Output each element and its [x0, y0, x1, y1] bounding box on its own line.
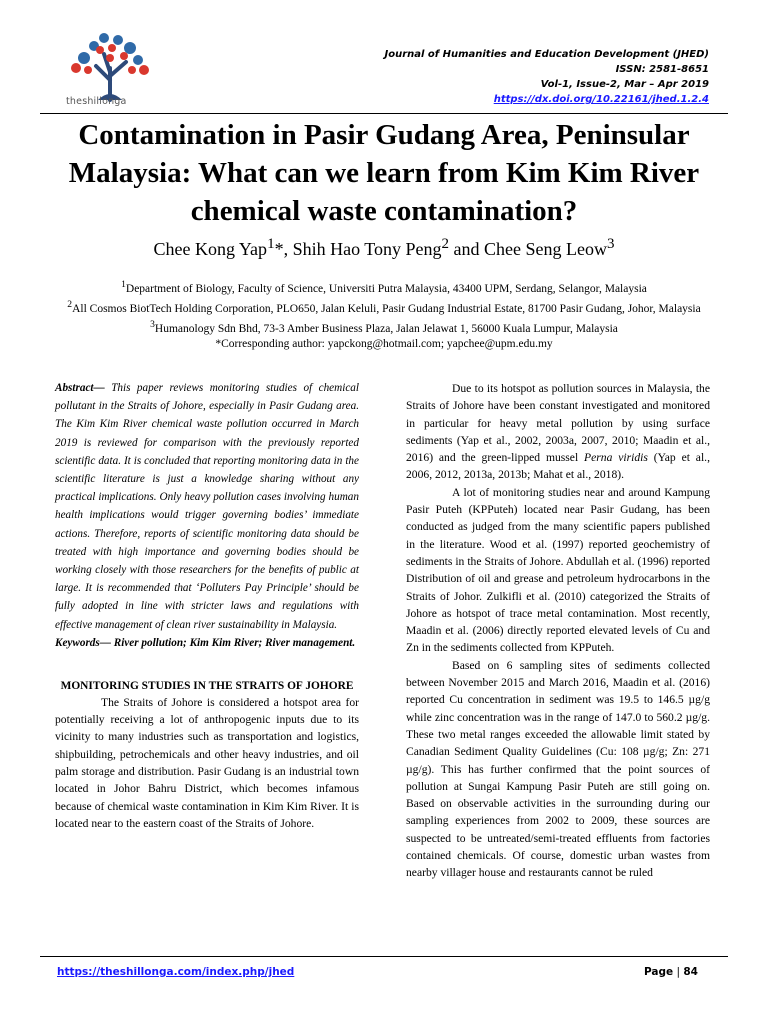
- paragraph-3: Based on 6 sampling sites of sediments collected between November 2015 and March 2016, Maadin et al. (2016) reported Cu concentration in sediment was 19.5 to 146.5 µg/g while zinc concentration was in the range of 147.0 to 560.2 µg/g. These two metal ranges exceeded the allowable limit stated by Canadian Sediment Quality Guidelines (Cu: 108 µg/g; Zn: 271 µg/g). This has further confirmed that the point sources of pollution at Sungai Kampung Pasir Puteh are still going on. Based on observable activities in the surrounding during our sampling experiences from 2002 to 2009, these sources are suspected to be untreated/semi-treated effluents from factories contained chemicals. Of course, domestic urban wastes from nearby villager house and restaurants cannot be ruled: [406, 658, 710, 880]
- journal-issn: ISSN: 2581-8651: [615, 64, 709, 75]
- left-column: [55, 379, 359, 832]
- logo-wordmark: theshillonga: [66, 96, 127, 107]
- abstract: [55, 379, 359, 634]
- header-divider: [40, 113, 728, 114]
- journal-info: [384, 47, 709, 107]
- author-3: Chee Seng Leow$^3$: [483, 236, 615, 259]
- author-2: Shih Hao Tony Peng$^2$ and: [292, 236, 484, 259]
- footer-divider: [40, 956, 728, 957]
- journal-volume: Vol-1, Issue-2, Mar – Apr 2019: [540, 79, 709, 90]
- author-list: [40, 236, 728, 260]
- paragraph-2: A lot of monitoring studies near and around Kampung Pasir Puteh (KPPuteh) located near Pasir Gudang, has been conducted as judged from the many scientific papers published in the literature. Wood et al. (1997) reported geochemistry of sediments in the Straits of Johore. Abdullah et al. (1996) reported Distribution of oil and grease and petroleum hydrocarbons in the Straits of Johor. Zulkifli et al. (2010) categorized the Straits of Johore as hotspot of trace metal contamination. Most recently, Maadin et al. (2006) directly reported elevated levels of Cu and Zn in the sediments collected from KPPuteh.: [406, 485, 710, 655]
- paragraph-1: Due to its hotspot as pollution sources in Malaysia, the Straits of Johore have been constant investigated and monitored in particular for heavy metal pollution by using surface sediments (Yap et al., 2002, 2003a, 2007, 2010; Maadin et al., 2016) and the green-lipped mussel Perna viridis (Yap et al., 2006, 2012, 2013a, 2013b; Mahat et al., 2018).: [406, 382, 710, 482]
- right-column: [406, 380, 710, 882]
- keywords: Keywords— River pollution; Kim Kim River; River management.: [55, 636, 356, 649]
- affiliation-1: $^1$Department of Biology, Faculty of Science, Universiti Putra Malaysia, 43400 UPM, Serdang, Selangor, Malaysia: [121, 279, 647, 295]
- paper-title: Contamination in Pasir Gudang Area, Peninsular Malaysia: What can we learn from Kim Kim River chemical waste contamination?: [68, 119, 700, 227]
- affiliations: [40, 277, 728, 352]
- abstract-label: Abstract—: [55, 382, 105, 394]
- corresponding-author: *Corresponding author: yapckong@hotmail.com; yapchee@upm.edu.my: [215, 338, 553, 351]
- section-paragraph: The Straits of Johore is considered a hotspot area for potentially receiving a lot of anthropogenic inputs due to its vicinity to many industries such as transportation and logistics, shipbuilding, petrochemicals and other heavy industries, and oil palm storage and distribution. Pasir Gudang is an industrial town located in Johor Bahru District, which becomes infamous because of chemical waste contamination in Kim Kim River. It is located near to the eastern coast of the Straits of Johore.: [55, 695, 359, 830]
- species-name: Perna viridis: [584, 451, 648, 465]
- doi-link[interactable]: https://dx.doi.org/10.22161/jhed.1.2.4: [493, 94, 709, 105]
- affiliation-3: $^3$Humanology Sdn Bhd, 73-3 Amber Business Plaza, Jalan Jelawat 1, 56000 Kuala Lumpur, Malaysia: [150, 318, 618, 335]
- affiliation-2: $^2$All Cosmos BiotTech Holding Corporation, PLO650, Jalan Keluli, Pasir Gudang Industrial Estate, 81700 Pasir Gudang, Johor, Malaysia: [67, 298, 701, 315]
- journal-name: Journal of Humanities and Education Development (JHED): [384, 49, 709, 60]
- page-number: Page | 84: [644, 966, 698, 978]
- abstract-text: This paper reviews monitoring studies of chemical pollutant in the Straits of Johore, especially in Pasir Gudang area. The Kim Kim River chemical waste pollution occurred in March 2019 is reviewed for comparison with the previously reported scientific data. It is concluded that reporting monitoring data in the scientific literature is just a knowledge sharing without any practical implications. Only heavy pollution cases involving human health implications would trigger governing bodies’ immediate actions. Therefore, reports of scientific monitoring data should be treated with high importance and governing bodies should be working closely with those researchers for the benefits of public at large. It is recommended that ‘Polluters Pay Principle’ should be fully adopted in line with stricter laws and regulations with effective management of clean river sustainability in Malaysia.: [55, 382, 359, 631]
- section-heading: MONITORING STUDIES IN THE STRAITS OF JOHORE: [60, 679, 354, 692]
- journal-url-link[interactable]: https://theshillonga.com/index.php/jhed: [57, 966, 295, 978]
- author-1: Chee Kong Yap$^1$*,: [153, 236, 293, 259]
